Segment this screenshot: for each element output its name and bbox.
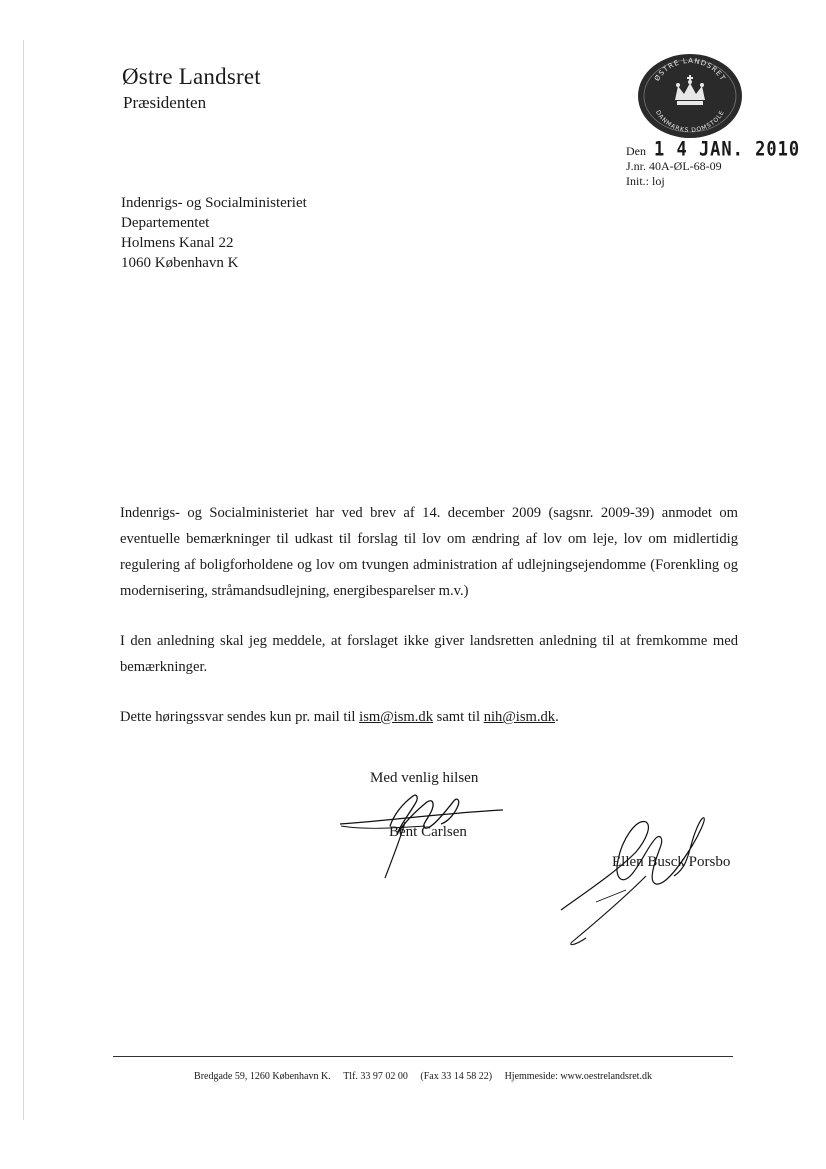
footer-fax: (Fax 33 14 58 22) bbox=[420, 1071, 493, 1082]
recipient-line: Departementet bbox=[121, 215, 210, 231]
body-paragraph-1: Indenrigs- og Socialministeriet har ved brev af 14. december 2009 (sagsnr. 2009-39) anmodet om eventuelle bemærkninger til udkast til forslag til lov om ændring af lov om leje, lov om midlertidig regulering af boligforholdene og lov om tvungen administration af udlejningsejendomme (Forenkling og modernisering, stråmandsudlejning, energibesparelser m.v.) bbox=[120, 505, 738, 599]
office-title: Præsidenten bbox=[123, 93, 207, 112]
recipient-line: Holmens Kanal 22 bbox=[121, 235, 234, 251]
date-prefix: Den bbox=[626, 144, 646, 158]
email-link-ism[interactable]: ism@ism.dk bbox=[359, 709, 433, 725]
letter-meta bbox=[626, 138, 801, 189]
footer-website[interactable]: Hjemmeside: www.oestrelandsret.dk bbox=[504, 1071, 652, 1082]
email-link-nih[interactable]: nih@ism.dk bbox=[483, 709, 556, 725]
body-paragraph-2: I den anledning skal jeg meddele, at forslaget ikke giver landsretten anledning til at fremkomme med bemærkninger. bbox=[120, 633, 738, 675]
paragraph-3-prefix: Dette høringssvar sendes kun pr. mail til bbox=[120, 709, 360, 725]
closing-salutation: Med venlig hilsen bbox=[370, 770, 479, 786]
signer-2-name: Ellen Busck Porsbo bbox=[612, 854, 731, 870]
footer-phone: Tlf. 33 97 02 00 bbox=[343, 1071, 408, 1082]
letter-body bbox=[120, 500, 738, 730]
scan-binding-line bbox=[23, 40, 24, 1120]
recipient-line: Indenrigs- og Socialministeriet bbox=[121, 195, 307, 211]
signature-1 bbox=[335, 782, 510, 882]
seal-top-text: ØSTRE LANDSRET bbox=[653, 56, 727, 83]
footer bbox=[113, 1071, 733, 1082]
seal-bottom-text: DANMARKS DOMSTOLE bbox=[653, 109, 727, 135]
signature-2 bbox=[556, 812, 726, 952]
initials: Init.: loj bbox=[626, 174, 665, 188]
journal-number: J.nr. 40A-ØL-68-09 bbox=[626, 159, 722, 173]
signer-1-name: Bent Carlsen bbox=[389, 824, 467, 840]
court-seal bbox=[637, 53, 743, 139]
footer-address: Bredgade 59, 1260 København K. bbox=[194, 1071, 331, 1082]
body-paragraph-3 bbox=[120, 704, 738, 730]
date-line bbox=[626, 138, 801, 162]
footer-divider bbox=[113, 1056, 733, 1057]
recipient-line: 1060 København K bbox=[121, 255, 239, 271]
court-name: Østre Landsret bbox=[122, 64, 261, 89]
recipient-address bbox=[121, 193, 307, 273]
paragraph-3-middle: samt til bbox=[433, 709, 484, 725]
paragraph-3-suffix: . bbox=[555, 709, 559, 725]
date-stamp: 1 4 JAN. 2010 bbox=[654, 138, 801, 162]
